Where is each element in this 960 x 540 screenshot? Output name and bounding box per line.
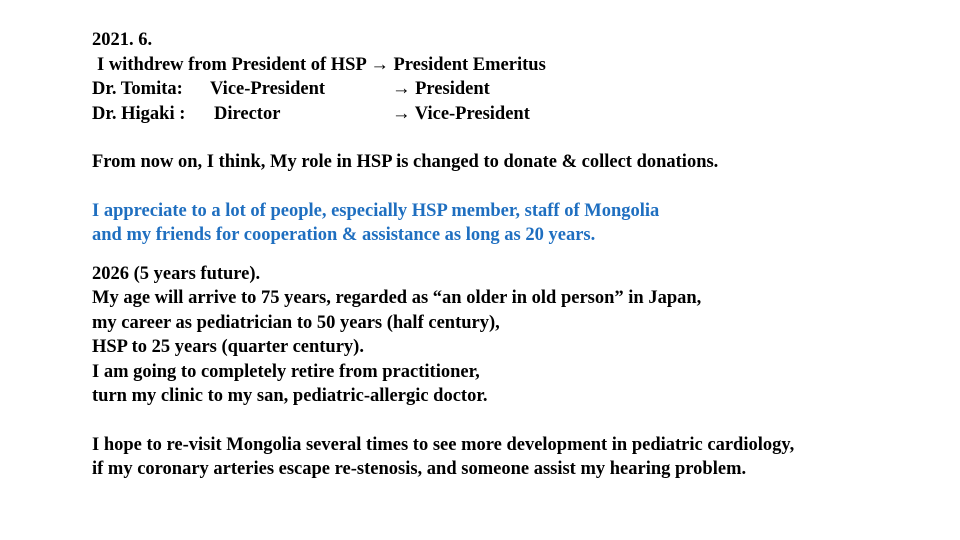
future-line: HSP to 25 years (quarter century). bbox=[92, 337, 364, 357]
hope-line-1: I hope to re-visit Mongolia several times to see more development in pediatric cardiology, bbox=[92, 434, 795, 455]
appreciation-line-1: I appreciate to a lot of people, especially HSP member, staff of Mongolia bbox=[92, 200, 660, 221]
spacer bbox=[92, 175, 952, 199]
date-line: 2021. 6. bbox=[92, 30, 153, 50]
role-statement: From now on, I think, My role in HSP is changed to donate & collect donations. bbox=[92, 152, 719, 172]
future-line: my career as pediatrician to 50 years (half century), bbox=[92, 312, 500, 333]
change-name: Dr. Tomita: bbox=[92, 79, 183, 99]
change-row-tomita bbox=[92, 77, 952, 102]
appreciation-line-2: and my friends for cooperation & assistance as long as 20 years. bbox=[92, 225, 596, 245]
spacer bbox=[92, 248, 952, 262]
future-line: turn my clinic to my san, pediatric-allergic doctor. bbox=[92, 386, 488, 406]
change-row-higaki bbox=[92, 102, 952, 127]
change-from-role: Director bbox=[214, 103, 281, 124]
future-line: I am going to completely retire from practitioner, bbox=[92, 361, 480, 382]
change-to-role: → President bbox=[392, 79, 490, 99]
withdrew-line: I withdrew from President of HSP → President Emeritus bbox=[97, 54, 546, 75]
hope-line-2: if my coronary arteries escape re-stenosis, and someone assist my hearing problem. bbox=[92, 459, 747, 479]
slide-content bbox=[92, 28, 952, 482]
future-heading: 2026 (5 years future). bbox=[92, 263, 261, 284]
spacer bbox=[92, 409, 952, 433]
change-name: Dr. Higaki : bbox=[92, 103, 186, 124]
change-to-role: → Vice-President bbox=[392, 103, 530, 124]
change-from-role: Vice-President bbox=[210, 79, 326, 99]
future-line: My age will arrive to 75 years, regarded as “an older in old person” in Japan, bbox=[92, 288, 702, 308]
spacer bbox=[92, 126, 952, 150]
